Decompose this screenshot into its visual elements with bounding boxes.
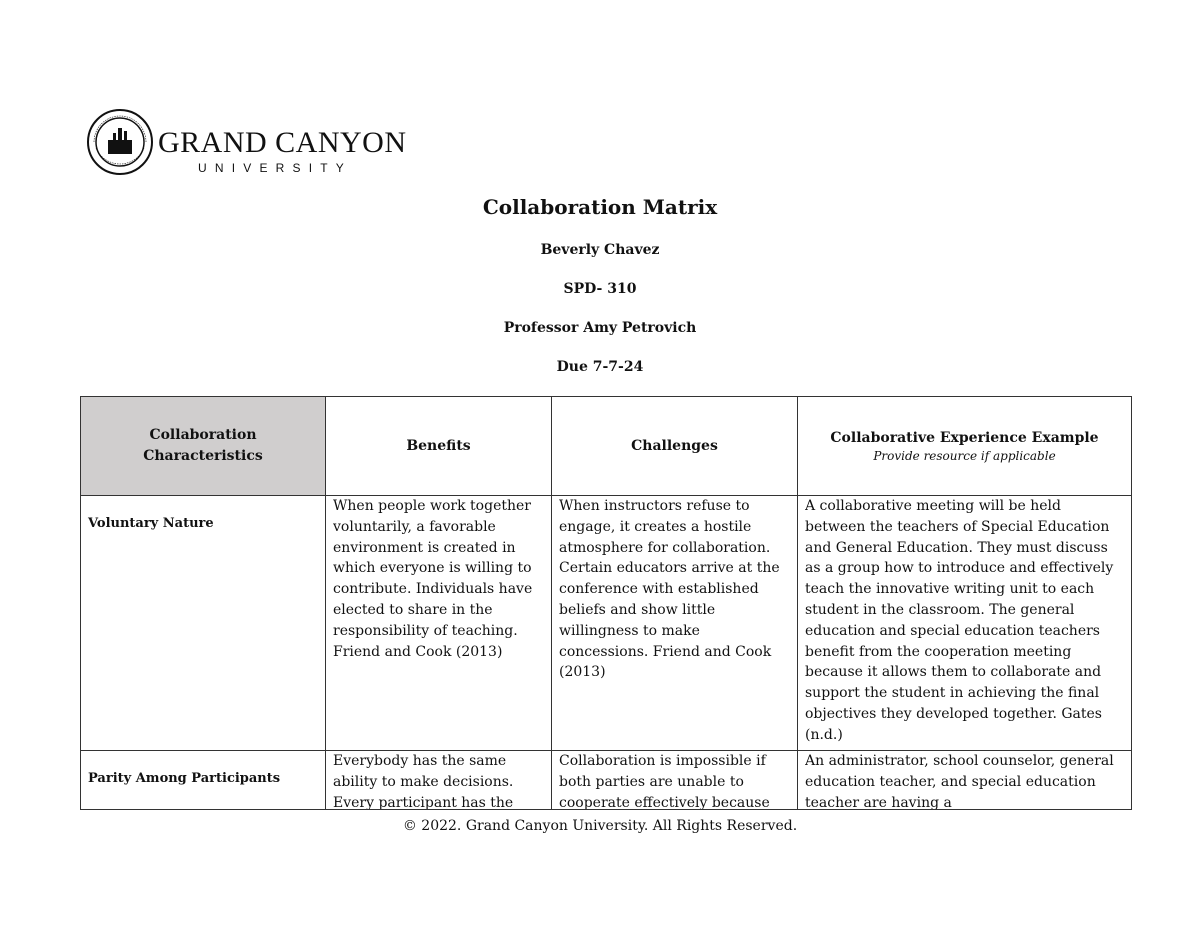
table-row xyxy=(81,751,1132,810)
header-challenges xyxy=(552,397,798,496)
benefits-text: Everybody has the same ability to make decisions. Every participant has the xyxy=(333,753,514,809)
challenges-text: Collaboration is impossible if both parties are unable to cooperate effectively because xyxy=(559,753,770,809)
header-benefits-label: Benefits xyxy=(406,437,471,454)
header-experience xyxy=(798,397,1132,496)
author-name: Beverly Chavez xyxy=(540,242,660,258)
header-characteristics xyxy=(81,397,326,496)
table-header-row xyxy=(81,397,1132,496)
logo-wordmark: GRAND CANYON xyxy=(158,126,407,159)
experience-text: An administrator, school counselor, general education teacher, and special education teacher are having a xyxy=(805,753,1114,809)
header-characteristics-label: Collaboration Characteristics xyxy=(143,427,263,464)
document-title: Collaboration Matrix xyxy=(482,195,718,219)
copyright-footer: © 2022. Grand Canyon University. All Rights Reserved. xyxy=(402,818,798,834)
logo-subtitle: UNIVERSITY xyxy=(198,161,353,175)
challenges-cell xyxy=(552,496,798,751)
university-seal-icon xyxy=(86,108,154,176)
characteristic-label: Voluntary Nature xyxy=(88,516,214,531)
challenges-cell xyxy=(552,751,798,810)
collaboration-matrix-table xyxy=(80,396,1132,810)
characteristic-cell xyxy=(81,496,326,751)
due-date: Due 7-7-24 xyxy=(556,359,644,375)
challenges-text: When instructors refuse to engage, it creates a hostile atmosphere for collaboration. Certain educators arrive at the conference with established beliefs and show little willingness to make concessions. Friend and Cook (2013) xyxy=(559,498,780,681)
experience-cell xyxy=(798,751,1132,810)
table-row xyxy=(81,496,1132,751)
university-logo xyxy=(86,108,407,178)
characteristic-cell xyxy=(81,751,326,810)
experience-cell xyxy=(798,496,1132,751)
course-code: SPD- 310 xyxy=(563,281,637,297)
professor-name: Professor Amy Petrovich xyxy=(503,320,697,336)
benefits-cell xyxy=(326,751,552,810)
header-challenges-label: Challenges xyxy=(631,437,718,454)
benefits-cell xyxy=(326,496,552,751)
characteristic-label: Parity Among Participants xyxy=(88,771,281,786)
experience-text: A collaborative meeting will be held between the teachers of Special Education and General Education. They must discuss as a group how to introduce and effectively teach the innovative writing unit to each student in the classroom. The general education and special education teachers benefit from the cooperation meeting because it allows them to collaborate and support the student in achieving the final objectives they developed together. Gates (n.d.) xyxy=(805,498,1114,743)
header-benefits xyxy=(326,397,552,496)
benefits-text: When people work together voluntarily, a favorable environment is created in which everyone is willing to contribute. Individuals have elected to share in the responsibility of teaching. Friend and Cook (2013) xyxy=(333,498,533,660)
header-experience-note: Provide resource if applicable xyxy=(873,449,1056,464)
header-experience-label: Collaborative Experience Example xyxy=(830,429,1099,446)
